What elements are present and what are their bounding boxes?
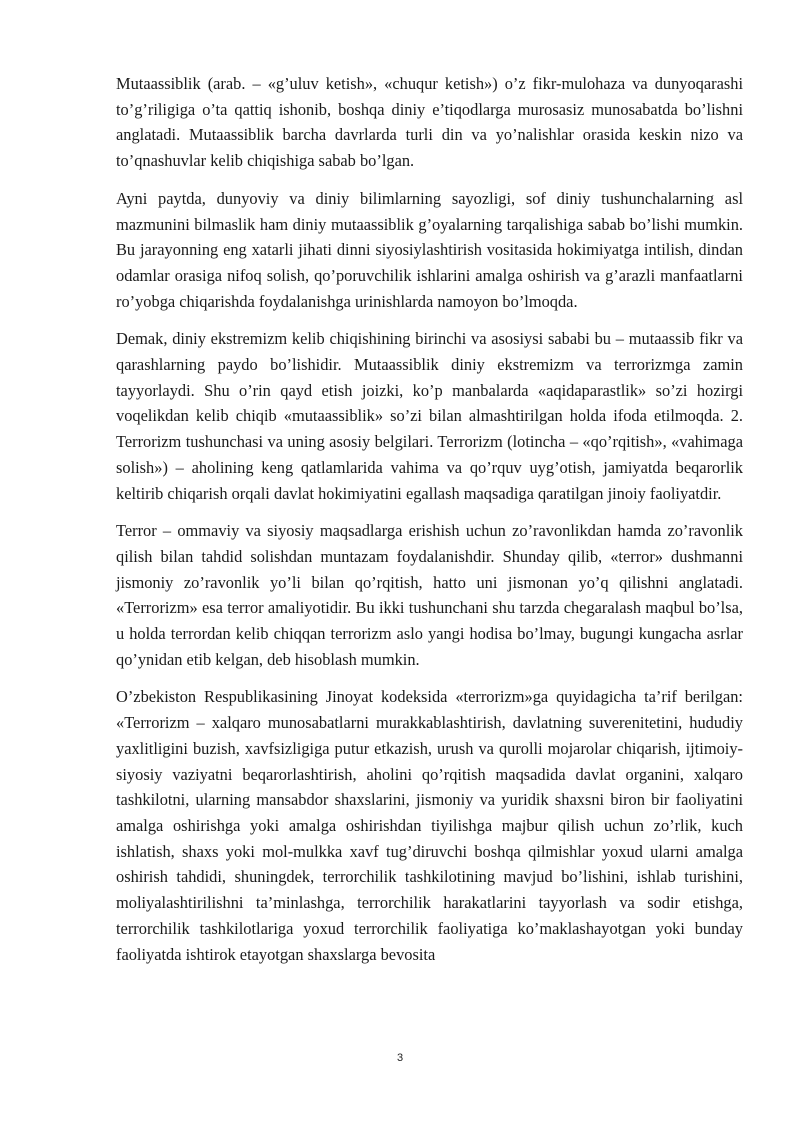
paragraph-terror-definition: Terror – ommaviy va siyosiy maqsadlarga erishish uchun zo’ravonlikdan hamda zo’ravonlik qilish bilan tahdid solishdan muntazam foydalanishdir. Shunday qilib, «terror» dushmanni jismoniy zo’ravonlik yo’li bilan qo’rqitish, hatto uni jismonan yo’q qilishni anglatadi. «Terrorizm» esa terror amaliyotidir. Bu ikki tushunchani shu tarzda chegaralash maqbul bo’lsa, u holda terrordan kelib chiqqan terrorizm aslo yangi hodisa bo’lmay, bugungi kungacha asrlar qo’ynidan etib kelgan, deb hisoblash mumkin. bbox=[116, 521, 743, 669]
paragraph-knowledge-causes: Ayni paytda, dunyoviy va diniy bilimlarning sayozligi, sof diniy tushunchalarning asl mazmunini bilmaslik ham diniy mutaassiblik g’oyalarning tarqalishiga sabab bo’lishi mumkin. Bu jarayonning eng xatarli jihati dinni siyosiylashtirish vositasida hokimiyatga intilish, dindan odamlar orasiga nifoq solish, qo’poruvchilik ishlarini amalga oshirish va g’arazli manfaatlarni ro’yobga chiqarishda foydalanishga urinishlarda namoyon bo’lmoqda. bbox=[116, 188, 743, 311]
paragraph-extremism-terrorism-definition: Demak, diniy ekstremizm kelib chiqishining birinchi va asosiysi sababi bu – mutaassib fikr va qarashlarning paydo bo’lishidir. Mutaassiblik diniy ekstremizm va terrorizmga zamin tayyorlaydi. Shu o’rin qayd etish joizki, ko’p manbalarda «aqidaparastlik» so’zi hozirgi voqelikdan kelib chiqib «mutaassiblik» so’zi bilan almashtirilgan holda ifoda etilmoqda. 2. Terrorizm tushunchasi va uning asosiy belgilari. Terrorizm (lotincha – «qo’rqitish», «vahimaga solish») – aholining keng qatlamlarida vahima va qo’rquv uyg’otish, jamiyatda beqarorlik keltirib chiqarish orqali davlat hokimiyatini egallash maqsadiga qaratilgan jinoiy faoliyatdir. bbox=[116, 329, 743, 503]
paragraph-mutaassiblik-definition: Mutaassiblik (arab. – «g’uluv ketish», «chuqur ketish») o’z fikr-mulohaza va dunyoqarashi to’g’riligiga o’ta qattiq ishonib, boshqa diniy e’tiqodlarga murosasiz munosabatda bo’lishni anglatadi. Mutaassiblik barcha davrlarda turli din va yo’nalishlar orasida keskin nizo va to’qnashuvlar kelib chiqishiga sabab bo’lgan. bbox=[116, 74, 743, 171]
paragraph-criminal-code-definition: O’zbekiston Respublikasining Jinoyat kodeksida «terrorizm»ga quyidagicha ta’rif berilgan: «Terrorizm – xalqaro munosabatlarni murakkablashtirish, davlatning suverenitetini, hududiy yaxlitligini buzish, xavfsizligiga putur etkazish, urush va qurolli mojarolar chiqarish, ijtimoiy-siyosiy vaziyatni beqarorlashtirish, aholini qo’rqitish maqsadida davlat organini, xalqaro tashkilotni, ularning mansabdor shaxslarini, jismoniy va yuridik shaxsni biron bir faoliyatini amalga oshirishga yoki amalga oshirishdan tiyilishga majbur qilish uchun zo’rlik, kuch ishlatish, shaxs yoki mol-mulkka xavf tug’diruvchi boshqa qilmishlar yoxud ularni amalga oshirish tahdidi, shuningdek, terrorchilik tashkilotining mavjud bo’lishini, ishlab turishini, moliyalashtirilishni ta’minlashga, terrorchilik harakatlarini tayyorlash va sodir etishga, terrorchilik tashkilotlariga yoxud terrorchilik faoliyatiga ko’maklashayotgan yoki bunday faoliyatda ishtirok etayotgan shaxslarga bevosita bbox=[116, 687, 743, 964]
document-page bbox=[116, 71, 743, 979]
page-number: 3 bbox=[396, 1052, 404, 1064]
